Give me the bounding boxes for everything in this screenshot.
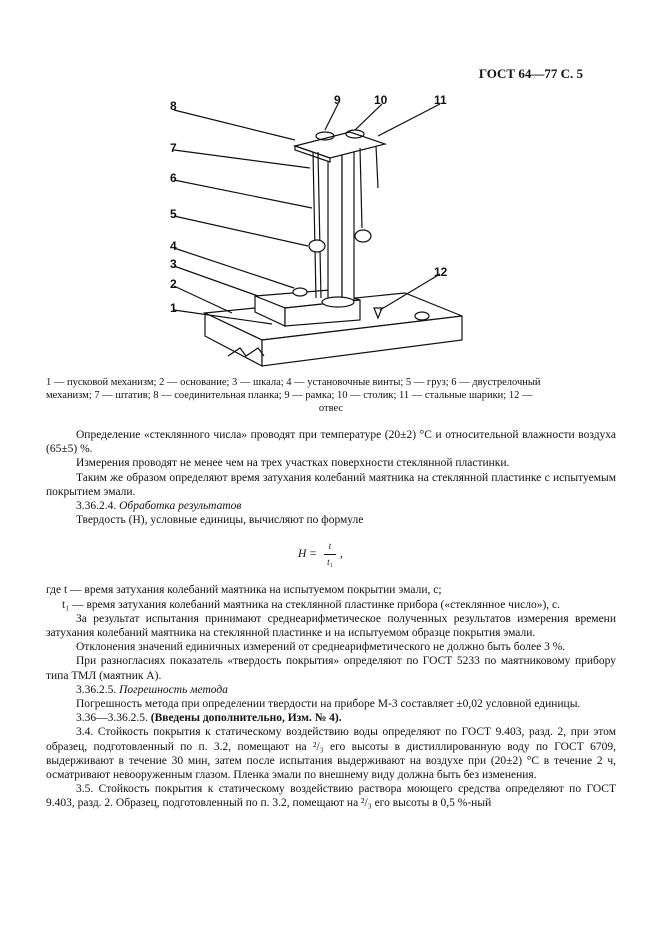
caption-line-3: отвес	[318, 403, 344, 414]
stand-column	[328, 152, 342, 302]
section-title-processing: Обработка результатов	[119, 500, 242, 513]
paragraph-3-4: 3.4. Стойкость покрытия к статическому воздействию воды определяют по ГОСТ 9.403, разд. 2, при этом образец, подготовленный по п. 3.2, помещают на ²/₃ его высоты в дистиллированную воду по ГОСТ 6709, выдерживают в течение 30 мин, затем после испытания выдерживают на воздухе при (20±2) °С в течение 2 ч, осматривают невооруженным глазом. Пленка эмали по внешнему виду должна быть без изменения.	[46, 726, 616, 782]
adjusting-screw	[293, 288, 307, 296]
pendulum-apparatus-figure	[150, 88, 480, 378]
paragraph-method-error: Погрешность метода при определении твердости на приборе М-3 составляет ±0,02 условной единицы.	[76, 698, 581, 711]
section-3-36-2-5: 3.36.2.5. Погрешность метода	[76, 683, 228, 696]
label-8: 8	[170, 99, 177, 113]
hardness-formula: Н = $\frac{t}{\text{t₁}}$ ,	[298, 541, 343, 567]
paragraph-amendment: 3.36—3.36.2.5. (Введены дополнительно, Изм. № 4).	[76, 712, 342, 725]
label-1: 1	[170, 301, 177, 315]
label-12: 12	[434, 265, 448, 279]
paragraph-glass-number: Определение «стеклянного числа» проводят при температуре (20±2) °С и относительной влажности воздуха (65±5) %.	[46, 429, 616, 456]
paragraph-hardness-formula-intro: Твердость (Н), условные единицы, вычисляют по формуле	[76, 514, 364, 527]
caption-line-2: механизм; 7 — штатив; 8 — соединительная планка; 9 — рамка; 10 — столик; 11 — стальные шарики; 12 —	[46, 390, 533, 401]
caption-line-1: 1 — пусковой механизм; 2 — основание; 3 — шкала; 4 — установочные винты; 5 — груз; 6 — двустрелочный	[46, 377, 541, 388]
paragraph-measurements: Измерения проводят не менее чем на трех участках поверхности стеклянной пластинки.	[76, 457, 510, 470]
label-2: 2	[170, 277, 177, 291]
label-6: 6	[170, 171, 177, 185]
label-9: 9	[334, 93, 341, 107]
definition-t1: t₁ — время затухания колебаний маятника на стеклянной пластинке прибора («стеклянное число»), с.	[62, 598, 561, 611]
document-body	[46, 428, 616, 811]
label-5: 5	[170, 207, 177, 221]
label-7: 7	[170, 141, 177, 155]
section-title-error: Погрешность метода	[119, 683, 228, 696]
label-11: 11	[434, 93, 447, 107]
paragraph-3-5: 3.5. Стойкость покрытия к статическому воздействию раствора моющего средства определяют по ГОСТ 9.403, разд. 2. Образец, подготовленный по п. 3.2, помещают на ²/₃ его высоты в 0,5 %-ный	[46, 783, 616, 810]
paragraph-deviation: Отклонения значений единичных измерений от среднеарифметического не должно быть более 3 %.	[76, 641, 566, 654]
label-4: 4	[170, 239, 177, 253]
label-10: 10	[374, 93, 388, 107]
section-3-36-2-4: 3.36.2.4. Обработка результатов	[76, 500, 242, 513]
page-header: ГОСТ 64—77 С. 5	[478, 66, 583, 81]
paragraph-disagreement: При разногласиях показатель «твердость покрытия» определяют по ГОСТ 5233 по маятниковому прибору типа ТМЛ (маятник А).	[46, 655, 616, 682]
label-3: 3	[170, 257, 177, 271]
figure-caption	[46, 376, 616, 415]
weight	[309, 240, 325, 252]
paragraph-decay-time: Таким же образом определяют время затухания колебаний маятника на стеклянной пластинке с испытуемым покрытием эмали.	[46, 471, 616, 498]
paragraph-result: За результат испытания принимают среднеарифметическое полученных результатов измерения времени затухания колебаний маятника на стеклянной пластинке и на испытуемом образце покрытия эмали.	[46, 612, 616, 640]
definition-t: где t — время затухания колебаний маятника на испытуемом покрытии эмали, с;	[46, 584, 442, 597]
